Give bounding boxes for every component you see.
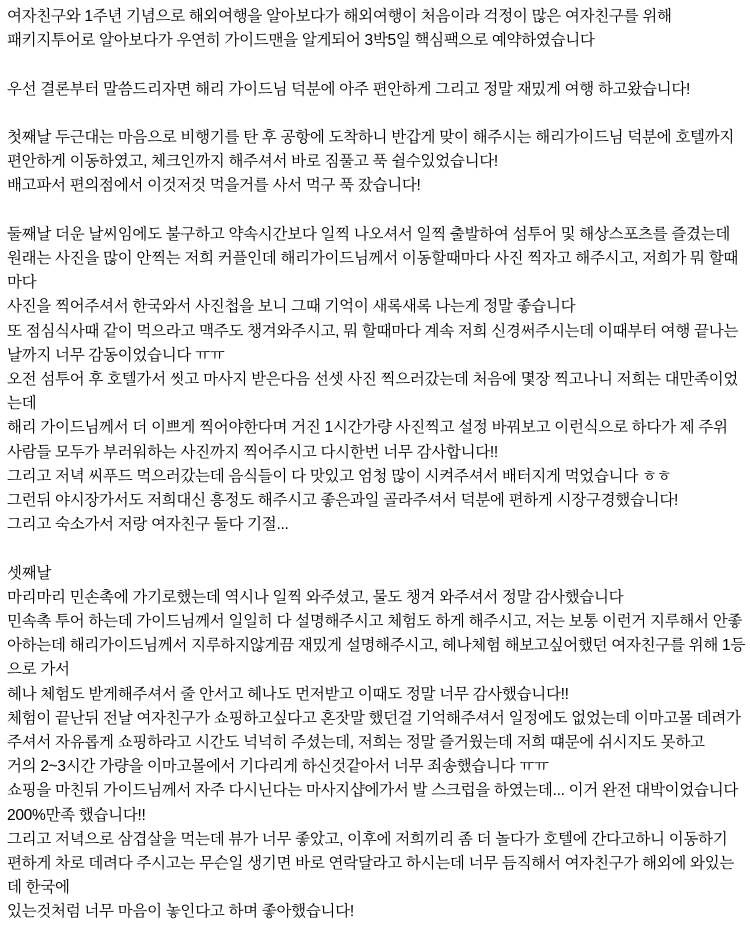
text-line: 원래는 사진을 많이 안찍는 저희 커플인데 해리가이드님께서 이동할때마다 사진 찍자고 해주시고, 저희가 뭐 할때: [7, 249, 739, 267]
text-line: 또 점심식사때 같이 먹으라고 맥주도 챙겨와주시고, 뭐 할때마다 계속 저희 신경써주시는데 이때부터 여행 끝나는: [7, 322, 739, 340]
text-line: 체험이 끝난뒤 전날 여자친구가 쇼핑하고싶다고 혼잣말 했던걸 기억해주셔서 일정에도 없었는데 이마고몰 데려가: [7, 709, 741, 727]
text-line: 편하게 차로 데려다 주시고는 무슨일 생기면 바로 연락달라고 하시는데 너무 듬직해서 여자친구가 해외에 와있는: [7, 855, 735, 873]
text-line: 날까지 너무 감동이었습니다 ㅠㅠ: [7, 346, 225, 364]
text-line: 그리고 저녁 씨푸드 먹으러갔는데 음식들이 다 맛있고 엄청 많이 시켜주셔서 배터지게 먹었습니다 ㅎㅎ: [7, 467, 672, 485]
text-line: 거의 2~3시간 가량을 이마고몰에서 기다리게 하신것같아서 너무 죄송했습니다 ㅠㅠ: [7, 758, 549, 776]
text-line: 그런뒤 야시장가서도 저희대신 흥정도 해주시고 좋은과일 골라주셔서 덕분에 편하게 시장구경했습니다!: [7, 492, 679, 510]
text-line: 사진을 찍어주셔서 한국와서 사진첩을 보니 그때 기억이 새록새록 나는게 정말 좋습니다: [7, 298, 576, 316]
text-line: 패키지투어로 알아보다가 우연히 가이드맨을 알게되어 3박5일 핵심팩으로 예약하였습니다: [7, 32, 595, 50]
text-line: 는데: [7, 395, 37, 413]
text-line: 헤나 체험도 받게해주셔서 줄 안서고 헤나도 먼저받고 이때도 정말 너무 감사했습니다!!: [7, 685, 569, 703]
text-line: 해리 가이드님께서 더 이쁘게 찍어야한다며 거진 1시간가량 사진찍고 설정 바꿔보고 이런식으로 하다가 제 주위: [7, 419, 728, 437]
text-line: 있는것처럼 너무 마음이 놓인다고 하며 좋아했습니다!: [7, 903, 354, 921]
blank-line: [7, 199, 746, 223]
review-document: [7, 5, 746, 925]
text-line: 편안하게 이동하였고, 체크인까지 해주셔서 바로 짐풀고 푹 쉴수있었습니다!: [7, 153, 498, 171]
text-line: 200%만족 했습니다!!: [7, 806, 146, 824]
text-line: 배고파서 편의점에서 이것저것 먹을거를 사서 먹구 푹 잤습니다!: [7, 177, 421, 195]
text-line: 민속촉 투어 하는데 가이드님께서 일일히 다 설명해주시고 체험도 하게 해주시고, 저는 보통 이런거 지루해서 안좋: [7, 613, 743, 631]
text-line: 여자친구와 1주년 기념으로 해외여행을 알아보다가 해외여행이 처음이라 걱정이 많은 여자친구를 위해: [7, 8, 672, 25]
blank-line: [7, 537, 746, 561]
text-line: 우선 결론부터 말씀드리자면 해리 가이드님 덕분에 아주 편안하게 그리고 정말 재밌게 여행 하고왔습니다!: [7, 80, 691, 98]
text-line: 첫째날 두근대는 마음으로 비행기를 탄 후 공항에 도착하니 반갑게 맞이 해주시는 해리가이드님 덕분에 호텔까지: [7, 128, 735, 146]
blank-line: [7, 102, 746, 126]
text-line: 데 한국에: [7, 879, 70, 897]
text-line: 그리고 저녁으로 삼겹살을 먹는데 뷰가 너무 좋았고, 이후에 저희끼리 좀 더 놀다가 호텔에 간다고하니 이동하기: [7, 830, 728, 848]
text-line: 아하는데 해리가이드님께서 지루하지않게끔 재밌게 설명해주시고, 헤나체험 해보고싶어했던 여자친구를 위해 1등: [7, 637, 746, 655]
blank-line: [7, 53, 746, 77]
text-line: 그리고 숙소가서 저랑 여자친구 둘다 기절...: [7, 516, 289, 534]
text-line: 쇼핑을 마친뒤 가이드님께서 자주 다시닌다는 마사지샵에가서 발 스크럽을 하였는데... 이거 완전 대박이었습니다: [7, 782, 739, 800]
text-line: 마리마리 민손촉에 가기로했는데 역시나 일찍 와주셨고, 물도 챙겨 와주셔서 정말 감사했습니다: [7, 588, 624, 606]
text-line: 으로 가서: [7, 661, 70, 679]
text-line: 오전 섬투어 후 호텔가서 씻고 마사지 받은다음 선셋 사진 찍으러갔는데 처음에 몇장 찍고나니 저희는 대만족이었: [7, 371, 739, 388]
text-line: 마다: [7, 274, 37, 292]
text-line: 둘째날 더운 날씨임에도 불구하고 약속시간보다 일찍 나오셔서 일찍 출발하여 섬투어 및 해상스포츠를 즐겼는데: [7, 225, 731, 243]
text-line: 셋째날: [7, 564, 52, 582]
text-line: 주셔서 자유롭게 쇼핑하라고 시간도 넉넉히 주셨는데, 저희는 정말 즐거웠는데 저희 떄문에 쉬시지도 못하고: [7, 734, 705, 752]
text-line: 사람들 모두가 부러워하는 사진까지 찍어주시고 다시한번 너무 감사합니다!!: [7, 443, 498, 461]
